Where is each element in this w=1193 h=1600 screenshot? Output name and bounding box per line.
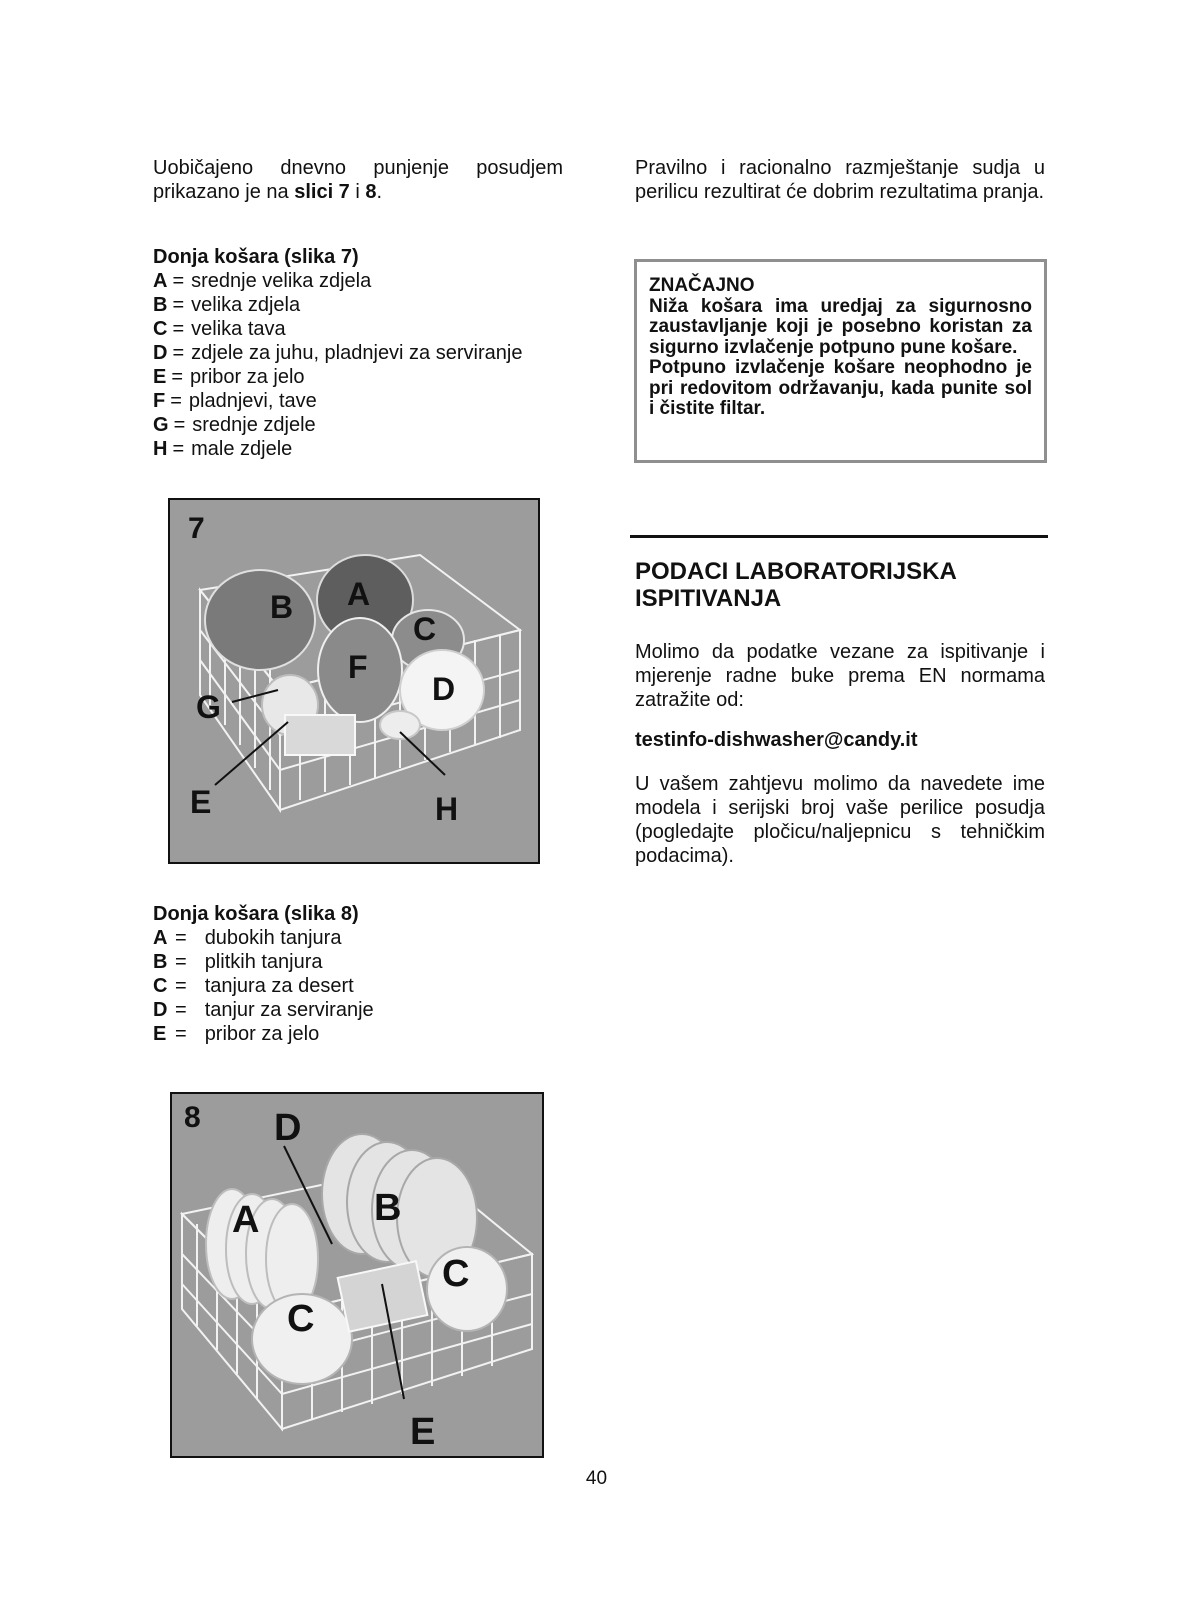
legend-text: srednje velika zdjela xyxy=(191,270,372,292)
list-item: C = tanjura za desert xyxy=(153,975,354,997)
large-bowl-shape xyxy=(205,570,315,670)
figure-8-label-b: B xyxy=(374,1187,402,1229)
figure-7-label-a: A xyxy=(347,576,371,612)
legend-text: tanjura za desert xyxy=(204,975,354,997)
cutlery-basket-shape xyxy=(338,1261,428,1331)
legend-key: A xyxy=(153,927,168,949)
legend-text: dubokih tanjura xyxy=(204,927,342,949)
legend-key: E xyxy=(153,1023,167,1045)
list-item: E = pribor za jelo xyxy=(153,1023,320,1045)
legend-key: G xyxy=(153,414,169,436)
notice-paragraph-2: Potpuno izvlačenje košare neophodno je pri redovitom održavanju, kada punite sol i čistite filtar. xyxy=(649,357,1032,419)
right-intro-paragraph: Pravilno i racionalno razmještanje sudja u perilicu rezultirat će dobrim rezultatima pranja. xyxy=(635,157,1045,203)
intro-text-end: . xyxy=(376,181,383,203)
legend-key: C xyxy=(153,975,168,997)
notice-paragraph-1: Niža košara ima uredjaj za sigurnosno zaustavljanje koji je posebno koristan za sigurno izvlačenje potpuno pune košare. xyxy=(649,295,1032,358)
legend-key: A xyxy=(153,270,168,292)
legend-key: D xyxy=(153,342,168,364)
list-item: G = srednje zdjele xyxy=(153,414,316,436)
list-item: H = male zdjele xyxy=(153,438,293,460)
figure-8-lower-basket xyxy=(170,1092,544,1458)
figure-8-label-d: D xyxy=(274,1107,302,1149)
intro-paragraph xyxy=(153,156,563,204)
request-details-paragraph: U vašem zahtjevu molimo da navedete ime modela i serijski broj vaše perilice posudja (pogledajte pločicu/naljepnicu s tehničkim podacima). xyxy=(635,773,1045,867)
figure-7-label-e: E xyxy=(190,784,212,820)
contact-email[interactable]: testinfo-dishwasher@candy.it xyxy=(635,729,918,751)
basket8-legend xyxy=(153,902,563,1046)
figure-8-label-e: E xyxy=(410,1411,436,1453)
figure-7-label-b: B xyxy=(270,589,294,625)
legend-key: E xyxy=(153,366,167,388)
intro-text-mid: i xyxy=(349,181,366,203)
small-bowl-shape xyxy=(380,711,420,739)
basket7-title: Donja košara (slika 7) xyxy=(153,246,359,268)
basket8-title: Donja košara (slika 8) xyxy=(153,903,359,925)
cutlery-basket-shape xyxy=(285,715,355,755)
legend-key: D xyxy=(153,999,168,1021)
basket7-legend xyxy=(153,245,563,461)
figure-7-label-g: G xyxy=(196,689,221,725)
list-item: B = plitkih tanjura xyxy=(153,951,323,973)
legend-key: H xyxy=(153,438,168,460)
legend-text: tanjur za serviranje xyxy=(204,999,374,1021)
figure-8-label-a: A xyxy=(232,1199,260,1241)
notice-title: ZNAČAJNO xyxy=(649,275,755,296)
legend-key: C xyxy=(153,318,168,340)
list-item: A = srednje velika zdjela xyxy=(153,270,372,292)
figure-7-number: 7 xyxy=(188,512,205,545)
list-item: D = zdjele za juhu, pladnjevi za serviranje xyxy=(153,342,523,364)
legend-text: pladnjevi, tave xyxy=(188,390,317,412)
legend-text: zdjele za juhu, pladnjevi za serviranje xyxy=(191,342,523,364)
intro-text: Uobičajeno dnevno punjenje posudjem prikazano je na xyxy=(153,157,563,203)
legend-key: B xyxy=(153,294,168,316)
legend-text: pribor za jelo xyxy=(204,1023,320,1045)
figure-8-label-c-right: C xyxy=(442,1253,470,1295)
figure-8-number: 8 xyxy=(184,1101,201,1134)
intro-figure-ref-8: 8 xyxy=(365,181,377,203)
figure-7-label-c: C xyxy=(413,611,437,647)
legend-text: srednje zdjele xyxy=(192,414,316,436)
list-item: F = pladnjevi, tave xyxy=(153,390,317,412)
list-item: C = velika tava xyxy=(153,318,286,340)
important-notice-box xyxy=(634,259,1047,463)
section-divider xyxy=(630,535,1048,538)
legend-text: male zdjele xyxy=(191,438,293,460)
figure-8-illustration xyxy=(172,1094,542,1456)
legend-text: velika tava xyxy=(191,318,286,340)
list-item: A = dubokih tanjura xyxy=(153,927,342,949)
legend-key: B xyxy=(153,951,168,973)
page-number: 40 xyxy=(585,1468,608,1489)
list-item: E = pribor za jelo xyxy=(153,366,305,388)
lab-request-paragraph: Molimo da podatke vezane za ispitivanje i mjerenje radne buke prema EN normama zatražite od: xyxy=(635,641,1045,711)
figure-7-label-h: H xyxy=(435,791,459,827)
figure-7-lower-basket xyxy=(168,498,540,864)
figure-7-label-d: D xyxy=(432,671,456,707)
legend-text: pribor za jelo xyxy=(190,366,305,388)
figure-8-label-c-left: C xyxy=(287,1298,315,1340)
legend-text: velika zdjela xyxy=(191,294,301,316)
section-title: PODACI LABORATORIJSKA ISPITIVANJA xyxy=(635,558,956,612)
list-item: B = velika zdjela xyxy=(153,294,301,316)
legend-text: plitkih tanjura xyxy=(204,951,323,973)
figure-7-illustration xyxy=(170,500,538,862)
list-item: D = tanjur za serviranje xyxy=(153,999,374,1021)
intro-figure-ref-7: slici 7 xyxy=(294,181,350,203)
figure-7-label-f: F xyxy=(348,649,368,685)
legend-key: F xyxy=(153,390,166,412)
